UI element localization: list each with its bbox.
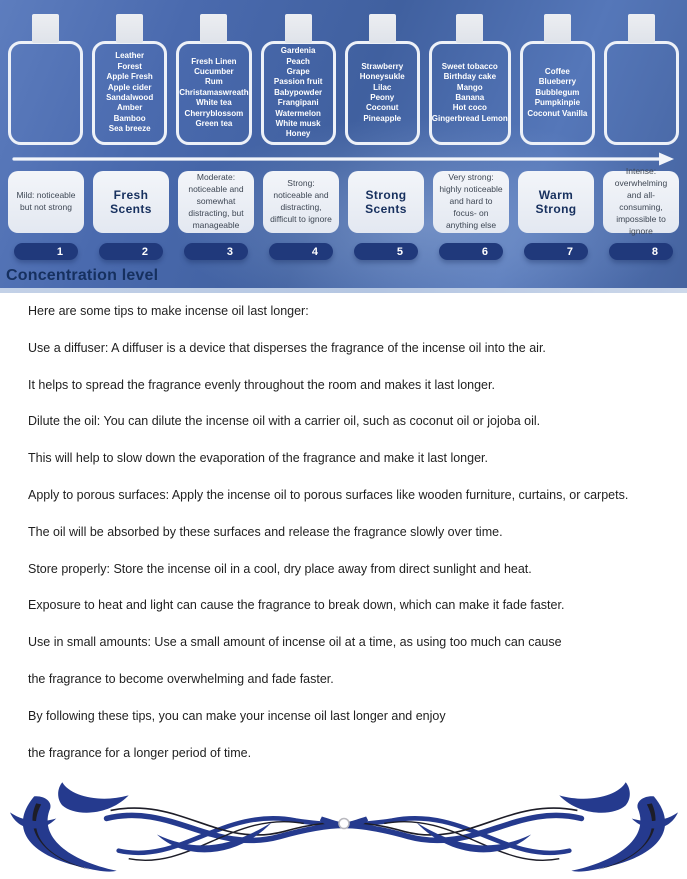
intensity-label: Strong: noticeable and distracting, difficult to ignore xyxy=(270,178,332,224)
scent-name: Banana xyxy=(455,93,485,102)
level-number-pill-4 xyxy=(269,243,333,260)
bottle-body xyxy=(8,41,83,145)
scent-bottle-4 xyxy=(261,14,336,146)
scent-name: Passion fruit xyxy=(273,77,323,87)
level-numbers-row xyxy=(8,243,679,260)
intensity-box-7 xyxy=(518,171,594,233)
bottle-body xyxy=(261,41,336,145)
bottle-cap-icon xyxy=(456,14,483,43)
scent-name: Peach xyxy=(286,56,310,66)
tip-line: Here are some tips to make incense oil last longer: xyxy=(28,304,309,318)
bottle-cap-icon xyxy=(200,14,227,43)
scent-name: Watermelon xyxy=(275,108,321,118)
tip-line: Store properly: Store the incense oil in a cool, dry place away from direct sunlight and heat. xyxy=(28,561,532,576)
scent-name: Pumpkinpie xyxy=(534,98,581,108)
tip-line: the fragrance for a longer period of time. xyxy=(28,745,252,760)
bottle-cap-icon xyxy=(544,14,571,43)
scent-name: Birthday cake xyxy=(443,72,497,82)
scent-name: Gardenia xyxy=(280,46,316,56)
intensity-box-2 xyxy=(93,171,169,233)
bottle-body xyxy=(176,41,251,145)
scent-name: Amber xyxy=(116,103,143,113)
intensity-label: Strong Scents xyxy=(365,187,407,216)
scent-name: Forest xyxy=(117,61,142,71)
intensity-label: Intense: overwhelming and all-consuming, impossible to ignore xyxy=(614,166,668,236)
tip-line: This will help to slow down the evaporation of the fragrance and make it last longer. xyxy=(28,451,488,466)
level-number-pill-5 xyxy=(354,243,418,260)
scent-name: Coconut xyxy=(366,103,399,113)
intensity-box-4 xyxy=(263,171,339,233)
scent-name: Leather xyxy=(115,51,145,61)
scent-name: White tea xyxy=(196,98,232,108)
tip-line: Apply to porous surfaces: Apply the incense oil to porous surfaces like wooden furniture, curtains, or carpets. xyxy=(28,487,629,502)
scent-name: Hot coco xyxy=(452,103,487,113)
scent-bottle-1 xyxy=(8,14,83,146)
scent-name: Blueberry xyxy=(538,77,577,87)
bottle-cap-icon xyxy=(285,14,312,43)
level-number-pill-3 xyxy=(184,243,248,260)
scent-bottle-3 xyxy=(176,14,251,146)
bottle-body xyxy=(345,41,420,145)
scent-name: Honeysukle xyxy=(359,72,405,82)
bottle-body xyxy=(429,41,511,145)
intensity-label: Mild: noticeable but not strong xyxy=(16,190,76,212)
bottle-cap-icon xyxy=(32,14,59,43)
scent-name: Pineapple xyxy=(363,113,402,123)
scent-bottle-8 xyxy=(604,14,679,146)
level-number: 2 xyxy=(141,245,148,258)
scent-name: Honey xyxy=(285,129,311,139)
scent-name: Coffee xyxy=(544,67,570,77)
scent-name: Bamboo xyxy=(113,113,146,123)
intensity-box-3 xyxy=(178,171,254,233)
level-number-pill-7 xyxy=(524,243,588,260)
concentration-level-label: Concentration level xyxy=(6,267,159,284)
scent-name: Peony xyxy=(370,93,395,102)
scent-name: Green tea xyxy=(195,118,233,128)
scent-bottle-5 xyxy=(345,14,420,146)
tip-line: It helps to spread the fragrance evenly throughout the room and makes it last longer. xyxy=(28,377,495,392)
tip-line: Use in small amounts: Use a small amount of incense oil at a time, as using too much can cause xyxy=(28,635,562,650)
level-number: 8 xyxy=(651,245,658,258)
bottle-body xyxy=(92,41,167,145)
intensity-label: Very strong: highly noticeable and hard to focus- on anything else xyxy=(439,172,503,230)
level-number: 3 xyxy=(226,245,233,258)
intensity-label: Warm Strong xyxy=(535,187,577,216)
scent-name: Sweet tobacco xyxy=(441,61,498,71)
scent-name: Gingerbread Lemon xyxy=(431,113,508,123)
bottle-body xyxy=(520,41,595,145)
tip-line: By following these tips, you can make your incense oil last longer and enjoy xyxy=(28,708,446,723)
level-number-pill-2 xyxy=(99,243,163,260)
intensity-box-6 xyxy=(433,171,509,233)
bottle-cap-icon xyxy=(628,14,655,43)
level-number-pill-8 xyxy=(609,243,673,260)
level-number: 5 xyxy=(396,245,403,258)
scent-name: Strawberry xyxy=(361,61,404,71)
intensity-box-1 xyxy=(8,171,84,233)
bottle-cap-icon xyxy=(116,14,143,43)
scent-name: Fresh Linen xyxy=(191,56,237,66)
bottle-body xyxy=(604,41,679,145)
intensity-scale-row xyxy=(8,166,679,236)
intensity-label: Moderate: noticeable and somewhat distracting, but manageable xyxy=(188,172,244,230)
scent-bottle-2 xyxy=(92,14,167,146)
intensity-label: Fresh Scents xyxy=(110,187,152,216)
scent-bottle-6 xyxy=(429,14,511,146)
scent-name: Babypowder xyxy=(274,87,323,97)
tribal-flourish-decoration xyxy=(10,776,678,873)
level-number: 4 xyxy=(311,245,318,258)
tip-line: the fragrance to become overwhelming and fade faster. xyxy=(28,671,334,686)
level-number-pill-6 xyxy=(439,243,503,260)
scent-concentration-chart xyxy=(0,0,687,288)
scent-name: Mango xyxy=(456,82,483,92)
intensity-box-5 xyxy=(348,171,424,233)
level-number: 7 xyxy=(566,245,573,258)
level-number-pill-1 xyxy=(14,243,78,260)
scent-name: Frangipani xyxy=(277,98,319,108)
tips-text-block xyxy=(0,293,687,771)
scent-name: Coconut Vanilla xyxy=(527,108,588,118)
tip-line: The oil will be absorbed by these surfaces and release the fragrance slowly over time. xyxy=(28,524,503,539)
scent-name: Apple cider xyxy=(107,82,152,92)
intensity-arrow xyxy=(8,146,679,171)
scent-name: Sea breeze xyxy=(108,124,151,134)
intensity-box-8 xyxy=(603,166,679,236)
scent-name: Christamaswreath xyxy=(179,87,249,97)
scent-name: Rum xyxy=(205,77,223,87)
tip-line: Dilute the oil: You can dilute the incense oil with a carrier oil, such as coconut oil or jojoba oil. xyxy=(28,414,541,429)
level-number: 6 xyxy=(481,245,488,258)
scent-name: Grape xyxy=(286,67,310,77)
tip-line: Use a diffuser: A diffuser is a device that disperses the fragrance of the incense oil into the air. xyxy=(28,340,546,355)
bottles-row xyxy=(8,0,679,146)
scent-bottle-7 xyxy=(520,14,595,146)
tip-line: Exposure to heat and light can cause the fragrance to break down, which can make it fade faster. xyxy=(28,598,565,613)
scent-name: Sandalwood xyxy=(106,93,154,102)
scent-name: Cherryblossom xyxy=(184,108,244,118)
scent-name: Bubblegum xyxy=(535,87,580,97)
bottle-cap-icon xyxy=(369,14,396,43)
level-number: 1 xyxy=(56,245,63,258)
scent-name: Lilac xyxy=(373,82,392,92)
scent-name: Cucumber xyxy=(194,67,234,77)
scent-name: White musk xyxy=(275,118,321,128)
right-arrow-icon xyxy=(10,151,677,167)
scent-name: Apple Fresh xyxy=(106,72,153,82)
